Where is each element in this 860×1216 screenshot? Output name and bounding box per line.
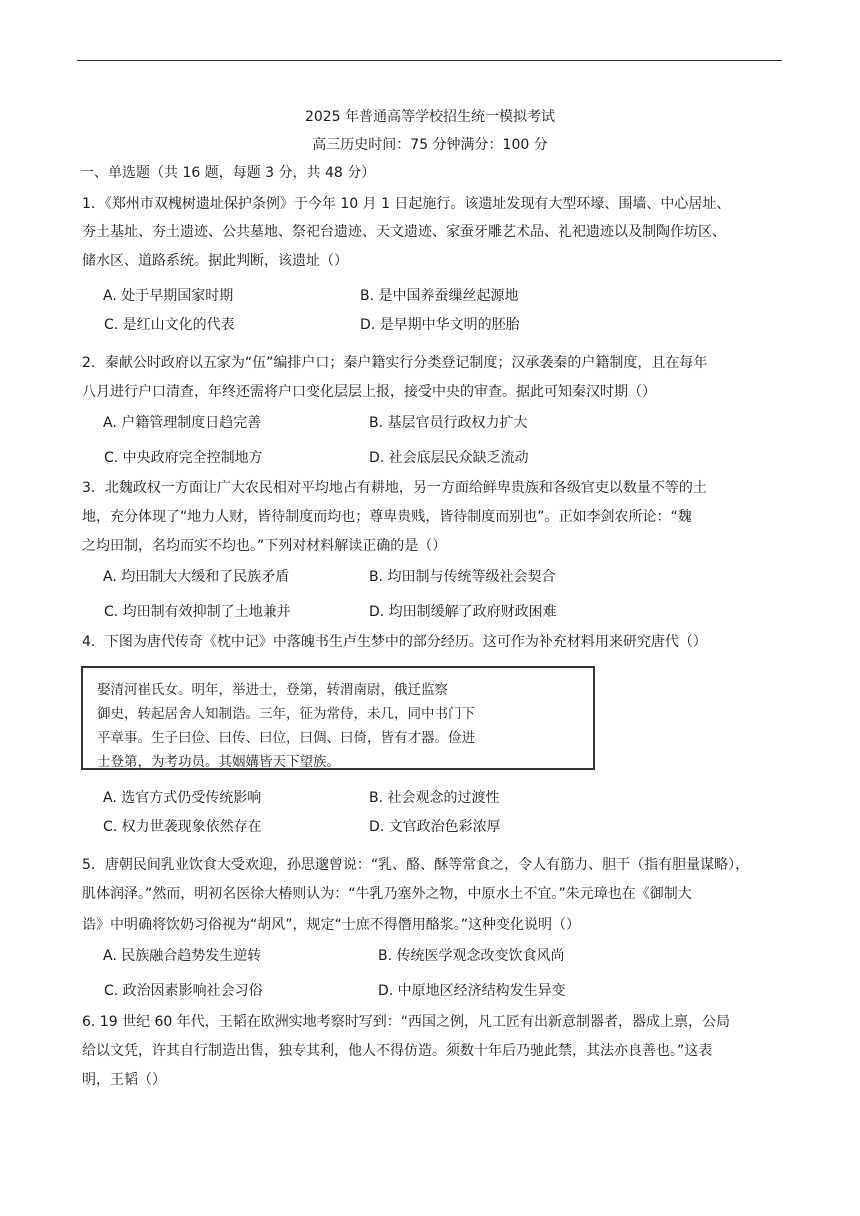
option-d[interactable]: D. 社会底层民众缺乏流动: [369, 450, 529, 466]
option-b[interactable]: B. 是中国养蚕缫丝起源地: [360, 288, 519, 304]
exam-title: 2025 年普通高等学校招生统一模拟考试: [304, 109, 556, 125]
excerpt-line: 平章事。生子曰俭、曰传、曰位，曰倜、曰倚，皆有才器。俭进: [97, 730, 475, 746]
excerpt-line: 士登第，为考功员。其姻媾皆天下望族。: [97, 754, 340, 770]
option-d[interactable]: D. 文官政治色彩浓厚: [369, 819, 501, 835]
option-c[interactable]: C. 均田制有效抑制了土地兼并: [104, 604, 291, 620]
question-line: 肌体润泽。”然而，明初名医徐大椿则认为：“牛乳乃塞外之物，中原水土不宜。”朱元璋也在《御制大: [82, 886, 692, 902]
option-a[interactable]: A. 均田制大大缓和了民族矛盾: [103, 569, 290, 585]
question-line: 1．《郑州市双槐树遗址保护条例》于今年 10 月 1 日起施行。该遗址发现有大型环壕、围墙、中心居址、: [82, 196, 731, 212]
option-a[interactable]: A. 户籍管理制度日趋完善: [103, 415, 262, 431]
option-a[interactable]: A. 选官方式仍受传统影响: [103, 790, 262, 806]
question-line: 4．下图为唐代传奇《枕中记》中落魄书生卢生梦中的部分经历。这可作为补充材料用来研究唐代（）: [82, 634, 707, 650]
excerpt-line: 娶清河崔氏女。明年，举进士，登第，转渭南尉，俄迁监察: [97, 682, 448, 698]
header-rule: [77, 60, 782, 61]
excerpt-image: [81, 666, 595, 770]
question-line: 3．北魏政权一方面让广大农民相对平均地占有耕地，另一方面给鲜卑贵族和各级官吏以数量不等的土: [82, 480, 707, 496]
question-line: 夯土基址、夯土遗迹、公共墓地、祭祀台遗迹、天文遗迹、家蚕牙雕艺术品、礼祀遗迹以及制陶作坊区、: [82, 224, 726, 240]
question-line: 八月进行户口清查，年终还需将户口变化层层上报，接受中央的审查。据此可知秦汉时期（）: [82, 384, 656, 400]
question-line: 6. 19 世纪 60 年代，王韬在欧洲实地考察时写到：“西国之例，凡工匠有出新意制器者，器成上禀，公局: [82, 1014, 731, 1030]
question-line: 5．唐朝民间乳业饮食大受欢迎，孙思邈曾说：“乳、酪、酥等常食之，令人有筋力、胆干（指有胆量谋略），: [82, 857, 750, 873]
question-line: 诰》中明确将饮奶习俗视为“胡风”，规定“士庶不得僭用酪浆。”这种变化说明（）: [82, 917, 581, 933]
option-b[interactable]: B. 基层官员行政权力扩大: [369, 415, 528, 431]
option-b[interactable]: B. 传统医学观念改变饮食风尚: [378, 948, 565, 964]
question-line: 之均田制，名均而实不均也。”下列对材料解读正确的是（）: [82, 538, 447, 554]
question-line: 给以文凭，许其自行制造出售，独专其利，他人不得仿造。须数十年后乃驰此禁，其法亦良善也。”这表: [82, 1043, 713, 1059]
option-c[interactable]: C. 政治因素影响社会习俗: [104, 983, 263, 999]
option-d[interactable]: D. 中原地区经济结构发生异变: [378, 983, 566, 999]
option-b[interactable]: B. 均田制与传统等级社会契合: [369, 569, 556, 585]
question-line: 明，王韬（）: [82, 1072, 166, 1088]
exam-subtitle: 高三历史时间：75 分钟满分：100 分: [312, 137, 548, 153]
option-c[interactable]: C. 权力世袭现象依然存在: [103, 819, 262, 835]
option-d[interactable]: D. 是早期中华文明的胚胎: [360, 317, 520, 333]
option-d[interactable]: D. 均田制缓解了政府财政困难: [369, 604, 557, 620]
section-heading: 一、单选题（共 16 题，每题 3 分，共 48 分）: [80, 165, 376, 181]
option-b[interactable]: B. 社会观念的过渡性: [369, 790, 500, 806]
option-a[interactable]: A. 民族融合趋势发生逆转: [103, 948, 262, 964]
question-line: 2．秦献公时政府以五家为“伍”编排户口；秦户籍实行分类登记制度；汉承袭秦的户籍制度，且在每年: [82, 355, 708, 371]
option-c[interactable]: C. 中央政府完全控制地方: [104, 450, 263, 466]
option-c[interactable]: C. 是红山文化的代表: [104, 317, 235, 333]
excerpt-line: 御史，转起居舍人知制诰。三年，征为常侍，未几，同中书门下: [97, 706, 475, 722]
option-a[interactable]: A. 处于早期国家时期: [103, 288, 234, 304]
question-line: 储水区、道路系统。据此判断，该遗址（）: [82, 253, 348, 269]
question-line: 地，充分体现了“地力人财，皆待制度而均也；尊卑贵贱，皆待制度而别也”。正如李剑农所论：“魏: [82, 509, 692, 525]
